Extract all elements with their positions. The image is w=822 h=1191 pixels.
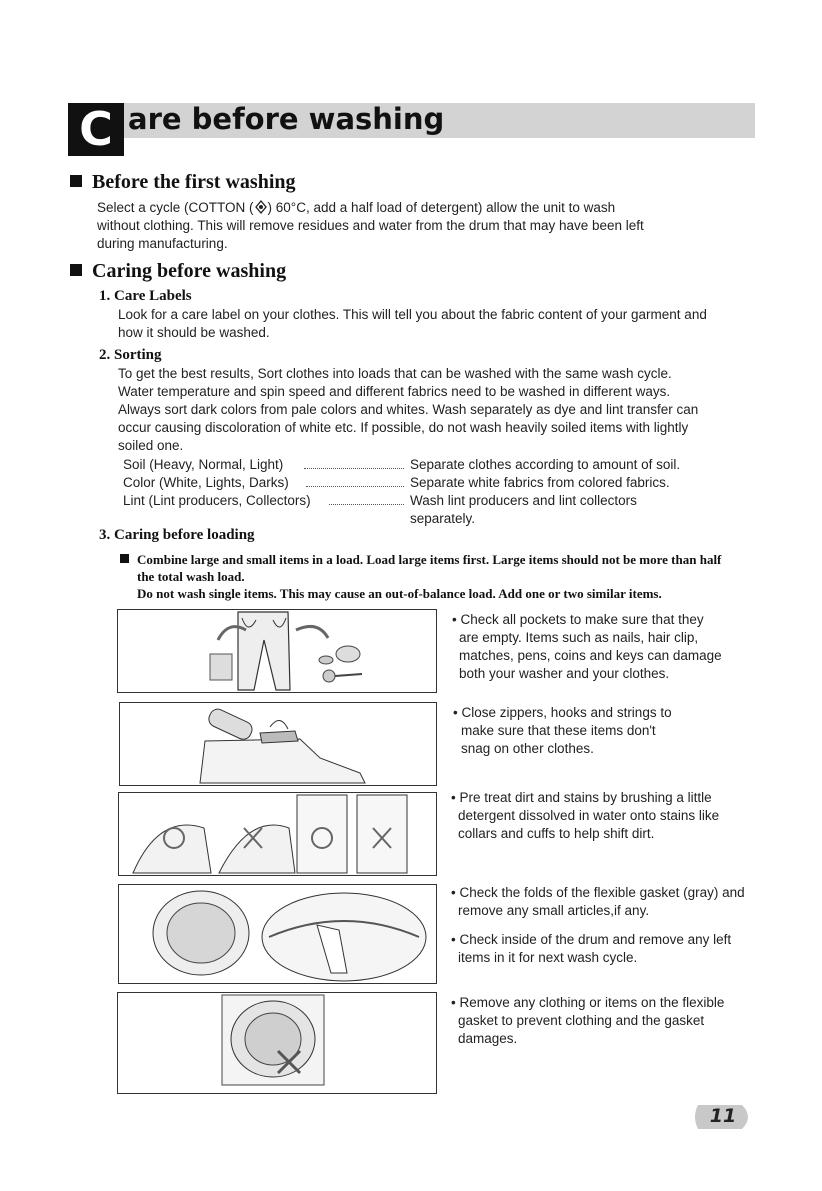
gasket-check-icon bbox=[119, 885, 436, 983]
tip-zippers: • Close zippers, hooks and strings to make sure that these items don't snag on other clothes. bbox=[453, 705, 672, 756]
care-labels-title: 1. Care Labels bbox=[99, 288, 192, 304]
stains-illustration bbox=[118, 792, 437, 876]
first-washing-text: Select a cycle (COTTON ( ) 60°C, add a half load of detergent) allow the unit to wash without clothing. This will remove residues and water from the drum that may have been left during manufacturing. bbox=[97, 200, 644, 251]
trousers-pockets-icon bbox=[118, 610, 436, 692]
remove-items-illustration bbox=[117, 992, 437, 1094]
cotton-cycle-icon bbox=[254, 200, 268, 214]
square-bullet-icon bbox=[120, 554, 129, 563]
square-bullet-icon bbox=[70, 264, 82, 276]
sorting-title: 2. Sorting bbox=[99, 347, 162, 363]
section-heading-first-washing: Before the first washing bbox=[70, 171, 296, 194]
sort-row-color: Color (White, Lights, Darks) Separate white fabrics from colored fabrics. bbox=[123, 475, 670, 490]
page-number: 11 bbox=[709, 1105, 737, 1127]
tip-stains: • Pre treat dirt and stains by brushing a little detergent dissolved in water onto stains like collars and cuffs to help shift dirt. bbox=[451, 790, 720, 841]
title-initial: C bbox=[68, 103, 124, 156]
tip-remove-items: • Remove any clothing or items on the flexible gasket to prevent clothing and the gasket damages. bbox=[451, 995, 725, 1046]
dotted-leader bbox=[304, 468, 404, 469]
collars-cuffs-icon bbox=[119, 793, 436, 875]
tip-pockets: • Check all pockets to make sure that they are empty. Items such as nails, hair clip, matches, pens, coins and keys can damage both your washer and your clothes. bbox=[452, 612, 722, 681]
sorting-text: To get the best results, Sort clothes into loads that can be washed with the same wash cycle. Water temperature and spin speed and different fabrics need to be washed in different ways. Always sort dark colors from pale colors and whites. Wash separately as dye and lint transfer can occur causing discoloration of white etc. If possible, do not wash heavily soiled items with lightly soiled one. bbox=[118, 366, 699, 453]
section-heading-caring: Caring before washing bbox=[70, 260, 286, 283]
zipper-closing-icon bbox=[120, 703, 436, 785]
dotted-leader bbox=[306, 486, 404, 487]
pockets-illustration bbox=[117, 609, 437, 693]
loading-note: Combine large and small items in a load. Load large items first. Large items should not be more than half the total wash load. Do not wash single items. This may cause an out-of-balance load. Add one or two similar items. bbox=[120, 551, 760, 602]
gasket-clothing-icon bbox=[118, 993, 436, 1093]
care-labels-text: Look for a care label on your clothes. This will tell you about the fabric content of your garment and how it should be washed. bbox=[118, 307, 707, 340]
square-bullet-icon bbox=[70, 175, 82, 187]
zippers-illustration bbox=[119, 702, 437, 786]
dotted-leader bbox=[329, 504, 404, 505]
sort-row-soil: Soil (Heavy, Normal, Light) Separate clothes according to amount of soil. bbox=[123, 457, 681, 472]
tip-gasket: • Check the folds of the flexible gasket (gray) and remove any small articles,if any. bbox=[451, 885, 745, 918]
sort-row-lint: Lint (Lint producers, Collectors) Wash lint producers and lint collectors separately. bbox=[123, 493, 637, 526]
tip-drum: • Check inside of the drum and remove any left items in it for next wash cycle. bbox=[451, 932, 732, 965]
caring-loading-title: 3. Caring before loading bbox=[99, 527, 255, 543]
gasket-illustration bbox=[118, 884, 437, 984]
page-title: are before washing bbox=[128, 102, 445, 136]
